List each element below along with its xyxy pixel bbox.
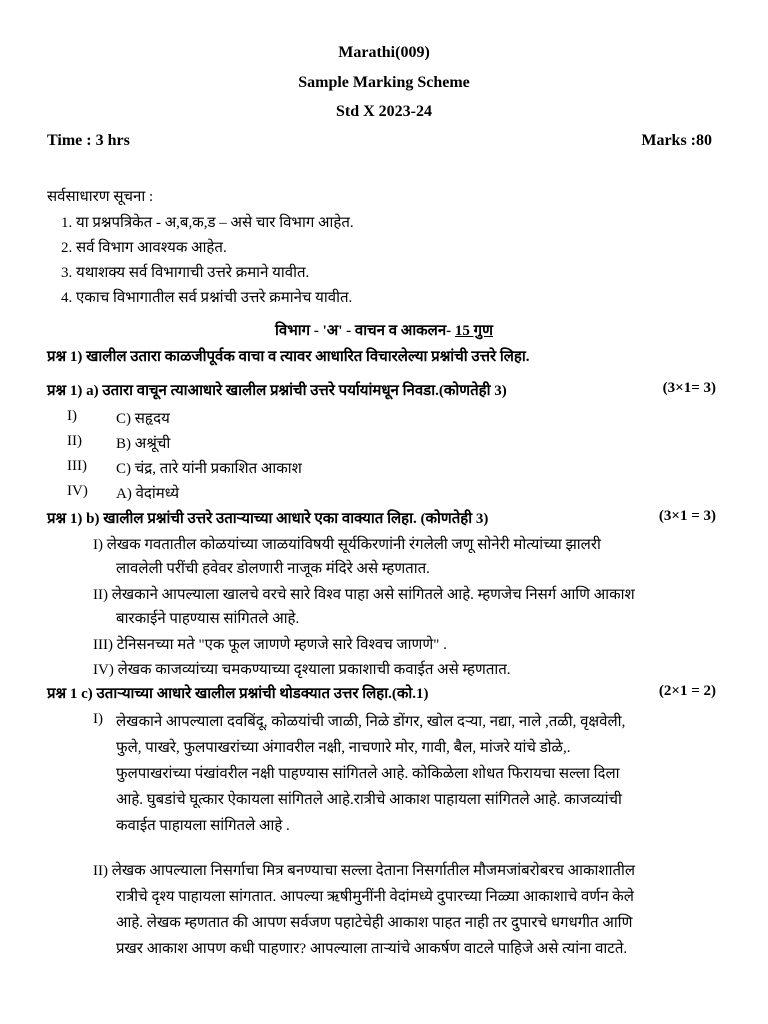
instruction-item: 3. यथाशक्य सर्व विभागाची उत्तरे क्रमाने यावीत. bbox=[61, 265, 310, 281]
instruction-item: 1. या प्रश्नपत्रिकेत - अ,ब,क,ड – असे चार विभाग आहेत. bbox=[61, 215, 354, 231]
answer-text: C) चंद्र, तारे यांनी प्रकाशित आकाश bbox=[116, 461, 302, 477]
answer-number: III) bbox=[67, 458, 87, 474]
answer-text: A) वेदांमध्ये bbox=[116, 486, 180, 502]
answer-number: IV) bbox=[67, 483, 88, 499]
answer-line: रात्रीचे दृश्य पाहायला सांगतात. आपल्या ऋषीमुनींनी वेदांमध्ये दुपारच्या निळ्या आकाशाचे वर्णन केले bbox=[116, 889, 634, 905]
instructions-heading: सर्वसाधारण सूचना : bbox=[47, 189, 154, 205]
question-1c-marks: (2×1 = 2) bbox=[658, 683, 716, 699]
answer-line: II) लेखकाने आपल्याला खालचे वरचे सारे विश्व पाहा असे सांगितले आहे. म्हणजेच निसर्ग आणि आकाश bbox=[93, 587, 635, 603]
answer-line: आहे. लेखक म्हणतात की आपण सर्वजण पहाटेचेही आकाश पाहत नाही तर दुपारचे धगधगीत आणि bbox=[116, 915, 633, 931]
answer-line: फुलपाखरांच्या पंखांवरील नक्षी पाहण्यास सांगितले आहे. कोकिळेला शोधत फिरायचा सल्ला दिला bbox=[116, 766, 620, 782]
answer-line: लावलेली परींची हवेवर डोलणारी नाजूक मंदिरे असे म्हणतात. bbox=[116, 561, 430, 577]
section-marks: 15 गुण bbox=[454, 323, 493, 339]
question-1c: प्रश्न 1 c) उताऱ्याच्या आधारे खालील प्रश्नांची थोडक्यात उत्तर लिहा.(को.1) bbox=[47, 686, 429, 702]
section-title bbox=[0, 320, 768, 340]
answer-line: फुले, पाखरे, फुलपाखरांच्या अंगावरील नक्षी, नाचणारे मोर, गावी, बैल, मांजरे यांचे डोळे,. bbox=[116, 740, 571, 756]
answer-line: प्रखर आकाश आपण कधी पाहणार? आपल्याला ताऱ्यांचे आकर्षण वाटले पाहिजे असे त्यांना वाटते. bbox=[116, 941, 628, 957]
answer-number: I) bbox=[67, 408, 77, 424]
answer-line: आहे. घुबडांचे घूत्कार ऐकायला सांगितले आहे.रात्रीचे आकाश पाहायला सांगितले आहे. काजव्यांची bbox=[116, 792, 622, 808]
answer-line: कवाईत पाहायला सांगितले आहे . bbox=[116, 818, 290, 834]
question-1: प्रश्न 1) खालील उतारा काळजीपूर्वक वाचा व त्यावर आधारित विचारलेल्या प्रश्नांची उत्तरे लिहा. bbox=[47, 349, 530, 365]
question-1a-marks: (3×1= 3) bbox=[662, 380, 716, 396]
subject-code: Marathi(009) bbox=[338, 44, 430, 61]
answer-text: C) सहृदय bbox=[116, 411, 170, 427]
answer-line: III) टेनिसनच्या मते "एक फूल जाणणे म्हणजे सारे विश्वच जाणणे" . bbox=[93, 637, 447, 653]
question-1b: प्रश्न 1) b) खालील प्रश्नांची उत्तरे उताऱ्याच्या आधारे एका वाक्यात लिहा. (कोणतेही 3) bbox=[47, 511, 489, 527]
instruction-item: 2. सर्व विभाग आवश्यक आहेत. bbox=[61, 240, 227, 256]
time-label: Time : 3 hrs bbox=[47, 132, 130, 149]
answer-text: B) अश्रूंची bbox=[116, 436, 171, 452]
answer-line: IV) लेखक काजव्यांच्या चमकण्याच्या दृश्याला प्रकाशाची कवाईत असे म्हणतात. bbox=[93, 662, 511, 678]
marks-label: Marks :80 bbox=[641, 132, 712, 149]
answer-line: बारकाईने पाहण्यास सांगितले आहे. bbox=[116, 611, 300, 627]
answer-number: I) bbox=[93, 711, 103, 727]
question-1b-marks: (3×1 = 3) bbox=[658, 508, 716, 524]
answer-line: I) लेखक गवतातील कोळयांच्या जाळयांविषयी सूर्यकिरणांनी रंगलेली जणू सोनेरी मोत्यांच्या झालरी bbox=[93, 537, 601, 553]
answer-number: II) bbox=[67, 433, 82, 449]
question-1a: प्रश्न 1) a) उतारा वाचून त्याआधारे खालील प्रश्नांची उत्तरे पर्यायांमधून निवडा.(कोणतेही 3) bbox=[47, 383, 507, 399]
answer-line: लेखकाने आपल्याला दवबिंदू, कोळयांची जाळी, निळे डोंगर, खोल दऱ्या, नद्या, नाले ,तळी, वृक्षवेली, bbox=[116, 714, 626, 730]
std-year: Std X 2023-24 bbox=[335, 103, 432, 120]
section-title-text: विभाग - 'अ' - वाचन व आकलन- bbox=[275, 323, 455, 339]
answer-line: II) लेखक आपल्याला निसर्गाचा मित्र बनण्याचा सल्ला देताना निसर्गातील मौजमजांबरोबरच आकाशातील bbox=[93, 863, 636, 879]
instruction-item: 4. एकाच विभागातील सर्व प्रश्नांची उत्तरे क्रमानेच यावीत. bbox=[61, 290, 353, 306]
document-title: Sample Marking Scheme bbox=[298, 74, 470, 91]
